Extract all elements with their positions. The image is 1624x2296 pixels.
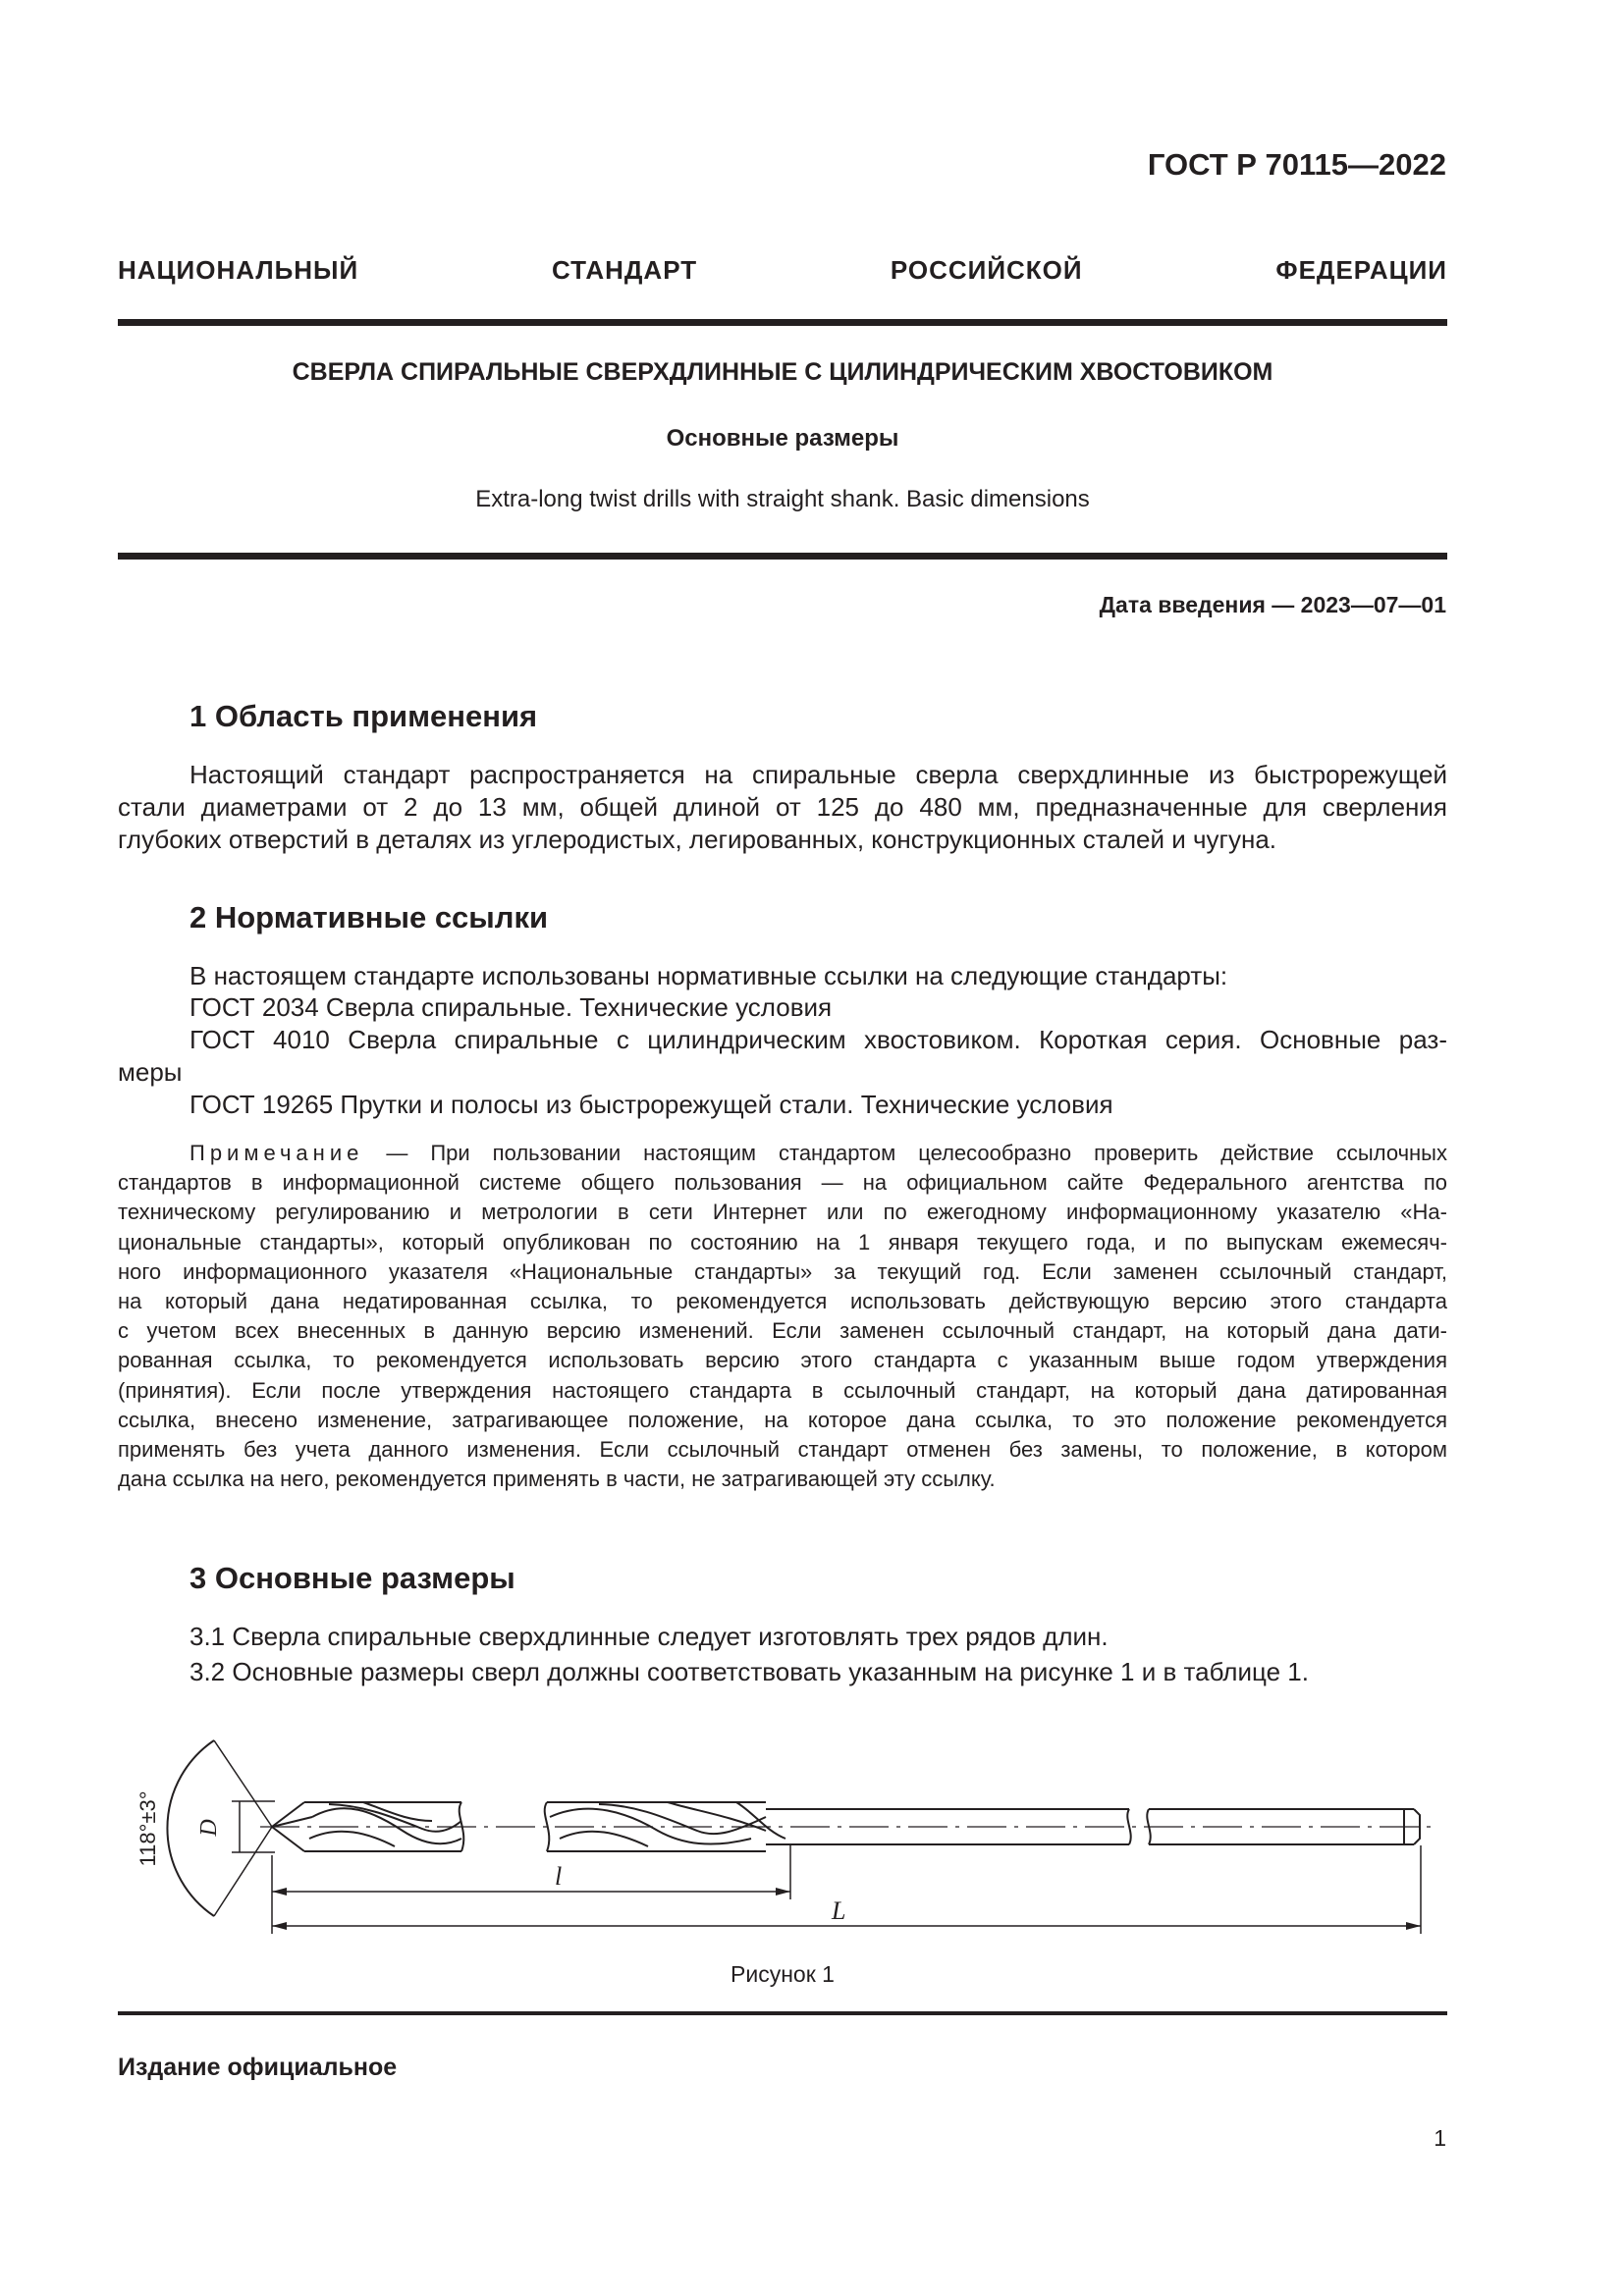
figure-1 xyxy=(137,1723,1443,1958)
note-block xyxy=(118,1139,1447,1494)
arrowhead xyxy=(272,1922,287,1930)
note-line: ного информационного указателя «Национальные стандарты» за текущий год. Если заменен ссылочный стандарт, xyxy=(118,1258,1447,1284)
item-3-1: 3.1 Сверла спиральные сверхдлинные следует изготовлять трех рядов длин. xyxy=(189,1622,1109,1651)
note-line: с учетом всех внесенных в данную версию изменений. Если заменен ссылочный стандарт, на который дана дати- xyxy=(118,1318,1447,1344)
document-title: СВЕРЛА СПИРАЛЬНЫЕ СВЕРХДЛИННЫЕ С ЦИЛИНДРИЧЕСКИМ ХВОСТОВИКОМ xyxy=(292,358,1273,386)
flute-curve xyxy=(309,1832,395,1846)
note-line: ссылка, внесено изменение, затрагивающее положение, на которое дана ссылка, то это положение рекомендуется xyxy=(118,1407,1447,1432)
introduction-date: Дата введения — 2023—07—01 xyxy=(1099,592,1446,617)
note-line: на который дана недатированная ссылка, то рекомендуется использовать действующую версию этого стандарта xyxy=(118,1289,1447,1314)
paragraph-line: глубоких отверстий в деталях из углеродистых, легированных, конструкционных сталей и чугуна. xyxy=(118,825,1277,854)
note-text: — При пользовании настоящим стандартом целесообразно проверить действие ссылочных xyxy=(363,1141,1447,1165)
note-line: (принятия). Если после утверждения настоящего стандарта в ссылочный стандарт, на который дана датированная xyxy=(118,1377,1447,1403)
angle-label: 118°±3° xyxy=(137,1790,160,1867)
page-number: 1 xyxy=(1434,2125,1446,2151)
flute-curve xyxy=(312,1808,461,1843)
total-length-label: L xyxy=(832,1896,846,1925)
reference-gost-4010 xyxy=(118,1024,1447,1089)
flute-curve xyxy=(599,1804,766,1834)
flute-curve xyxy=(560,1832,648,1846)
note-line: техническому регулированию и метрологии в сети Интернет или по ежегодному информационному указателю «На- xyxy=(118,1200,1447,1225)
section-2-heading: 2 Нормативные ссылки xyxy=(189,900,549,934)
references-intro: В настоящем стандарте использованы нормативные ссылки на следующие стандарты: xyxy=(189,961,1228,990)
section-3-heading: 3 Основные размеры xyxy=(189,1561,515,1595)
document-subtitle: Основные размеры xyxy=(666,425,899,452)
diameter-label: D xyxy=(196,1819,222,1837)
paragraph-line: Настоящий стандарт распространяется на спиральные сверла сверхдлинные из быстрорежущей xyxy=(189,760,1447,789)
arrowhead xyxy=(272,1888,287,1896)
top-rule xyxy=(118,319,1447,326)
item-3-2: 3.2 Основные размеры сверл должны соответствовать указанным на рисунке 1 и в таблице 1. xyxy=(189,1657,1309,1686)
section-1-paragraph xyxy=(118,759,1447,856)
angle-extension-bottom xyxy=(214,1827,272,1916)
paragraph-line: меры xyxy=(118,1057,183,1087)
arrowhead xyxy=(776,1888,790,1896)
note-line: циональные стандарты», который опубликован по состоянию на 1 января текущего года, и по выпускам ежемесяч- xyxy=(118,1229,1447,1255)
note-line: дана ссылка на него, рекомендуется применять в части, не затрагивающей эту ссылку. xyxy=(118,1467,996,1492)
note-label: Примечание xyxy=(189,1141,364,1165)
figure-caption: Рисунок 1 xyxy=(731,1961,835,1987)
document-title-english: Extra-long twist drills with straight shank. Basic dimensions xyxy=(475,486,1090,512)
note-line: стандартов в информационной системе общего пользования — на официальном сайте Федерального агентства по xyxy=(118,1170,1447,1196)
national-standard-title: НАЦИОНАЛЬНЫЙ СТАНДАРТ РОССИЙСКОЙ ФЕДЕРАЦИИ xyxy=(118,255,1447,285)
paragraph-line: стали диаметрами от 2 до 13 мм, общей длиной от 125 до 480 мм, предназначенные для сверления xyxy=(118,792,1447,822)
reference-gost-19265: ГОСТ 19265 Прутки и полосы из быстрорежущей стали. Технические условия xyxy=(189,1090,1113,1119)
drill-drawing xyxy=(137,1723,1443,1953)
reference-gost-2034: ГОСТ 2034 Сверла спиральные. Технические условия xyxy=(189,992,833,1022)
flute-length-label: l xyxy=(555,1862,563,1891)
arrowhead xyxy=(1406,1922,1421,1930)
angle-extension-top xyxy=(214,1740,272,1827)
note-line: применять без учета данного изменения. Если ссылочный стандарт отменен без замены, то положение, в котором xyxy=(118,1437,1447,1463)
flute-runout xyxy=(736,1802,785,1839)
paragraph-line: ГОСТ 4010 Сверла спиральные с цилиндрическим хвостовиком. Короткая серия. Основные раз- xyxy=(189,1025,1447,1054)
footer-rule xyxy=(118,2011,1447,2015)
note-line: рованная ссылка, то рекомендуется использовать версию этого стандарта с указанным выше годом утверждения xyxy=(118,1348,1447,1373)
note-line xyxy=(118,1139,1447,1168)
break-line xyxy=(1127,1809,1130,1844)
standard-number: ГОСТ Р 70115—2022 xyxy=(1147,147,1446,182)
section-1-heading: 1 Область применения xyxy=(189,699,538,733)
title-bottom-rule xyxy=(118,553,1447,560)
official-edition-label: Издание официальное xyxy=(118,2054,398,2081)
